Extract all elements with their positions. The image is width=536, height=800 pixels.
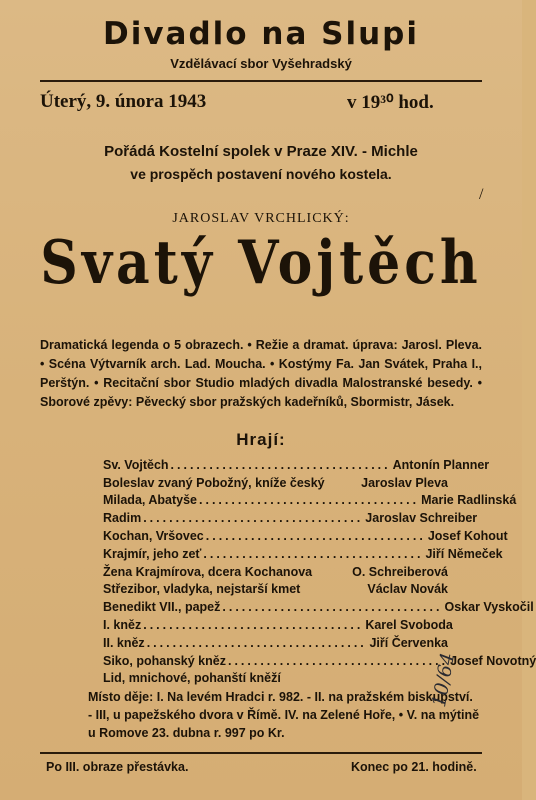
cast-role: Střezibor, vladyka, nejstarší kmet (103, 582, 301, 597)
cast-role: Benedikt VII., papež (103, 600, 221, 615)
cast-row (103, 670, 448, 688)
cast-actor: Marie Radlinská (421, 493, 517, 508)
cast-actor: Josef Kohout (427, 529, 508, 544)
cast-row (103, 509, 478, 527)
leader-dots: .................................. (203, 546, 424, 561)
cast-row (103, 581, 448, 599)
cast-actor: Antonín Planner (392, 457, 490, 472)
theatre-name: Divadlo na Slupi (102, 16, 419, 52)
top-divider (40, 80, 482, 82)
leader-dots: .................................. (199, 493, 420, 508)
purpose-line: ve prospěch postavení nového kostela. (130, 166, 392, 182)
cast-row (103, 563, 448, 581)
cast-actor: Karel Svoboda (365, 618, 453, 633)
cast-row (103, 652, 536, 670)
cast-actor: Oskar Vyskočil (444, 600, 534, 615)
cast-actor: Václav Novák (367, 582, 448, 597)
leader-dots: .................................. (146, 635, 367, 650)
cast-role: Kochan, Vršovec (103, 529, 204, 544)
place-of-action: Místo děje: I. Na levém Hradci r. 982. - II. na pražském biskupství. - III, u papežského dvora v Římě. IV. na Zelené Hoře, • V. na mýtině u Romove 23. dubna r. 997 po Kr. (88, 690, 480, 740)
leader-dots: .................................. (227, 653, 449, 668)
organizer-line: Pořádá Kostelní spolek v Praze XIV. - Michle (104, 143, 418, 160)
event-time: v 19³⁰ hod. (347, 92, 434, 113)
leader-dots: .................................. (205, 529, 426, 544)
pencil-mark: / (479, 186, 484, 203)
play-title: Svatý Vojtěch (40, 228, 482, 299)
cast-actor: O. Schreiberová (352, 564, 448, 579)
archive-inventory-mark: 10/64 (428, 651, 460, 709)
cast-role: Radim (103, 511, 142, 526)
cast-row (103, 492, 517, 510)
cast-row (103, 456, 490, 474)
intermission-note: Po III. obraze přestávka. (46, 760, 189, 774)
cast-row (103, 616, 453, 634)
cast-actor: Jaroslav Schreiber (365, 511, 478, 526)
cast-role: Boleslav zvaný Pobožný, kníže český (103, 475, 325, 490)
cast-actor: Jiří Červenka (369, 635, 448, 650)
theatre-subtitle: Vzdělávací sbor Vyšehradský (170, 56, 352, 71)
cast-row (103, 545, 503, 563)
cast-actor: Josef Novotný (450, 653, 536, 668)
cast-role: I. kněz (103, 618, 142, 633)
cast-role: Milada, Abatyše (103, 493, 198, 508)
cast-actor: Jaroslav Pleva (361, 475, 448, 490)
leader-dots: .................................. (143, 511, 364, 526)
cast-actor: Jiří Němeček (425, 546, 503, 561)
bottom-divider (40, 752, 482, 754)
play-author: JAROSLAV VRCHLICKÝ: (172, 211, 350, 226)
cast-role: Siko, pohanský kněz (103, 653, 226, 668)
play-description: Dramatická legenda o 5 obrazech. • Režie a dramat. úprava: Jarosl. Pleva. • Scéna Výtvarník arch. Lad. Moucha. • Kostýmy Fa. Jan Svátek, Praha I., Perštýn. • Recitační sbor Studio mladých divadla Malostranské besedy. • Sborové zpěvy: Pěvecký sbor pražských kadeřníků, Sbormistr, Jásek. (40, 338, 482, 409)
cast-row (103, 527, 508, 545)
leader-dots: .................................. (143, 618, 364, 633)
cast-role: Krajmír, jeho zeť (103, 546, 202, 561)
cast-role: Žena Krajmírova, dcera Kochanova (103, 564, 313, 579)
event-date: Úterý, 9. února 1943 (40, 91, 207, 112)
cast-role: Sv. Vojtěch (103, 457, 169, 472)
end-time-note: Konec po 21. hodině. (351, 760, 477, 774)
cast-row (103, 634, 448, 652)
leader-dots: .................................. (170, 457, 391, 472)
cast-row (103, 474, 448, 492)
leader-dots: .................................. (222, 600, 443, 615)
cast-role: Lid, mnichové, pohanští kněží (103, 671, 281, 686)
cast-row (103, 598, 534, 616)
cast-heading: Hrají: (236, 430, 286, 449)
cast-role: II. kněz (103, 635, 145, 650)
